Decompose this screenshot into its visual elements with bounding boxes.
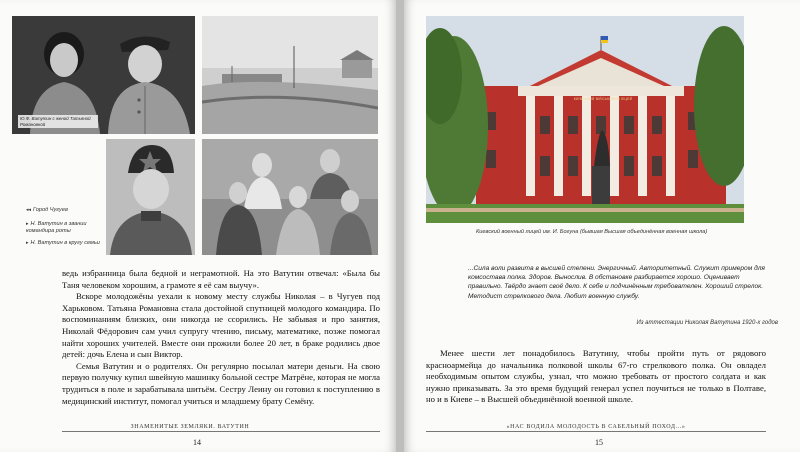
footer-rule <box>62 431 380 432</box>
couple-portrait-photo <box>12 16 195 134</box>
paragraph: Вскоре молодожёны уехали к новому месту службы Николая – в Чугуев под Харьковом. Татьяна Романовна стала достойной спутницей молодого командира. По воспоминаниям близких, они никогда не ссорились. Не забывая и про занятия, Николай Фёдорович сам учил супругу чтению, письму, математике, позже помогал найти хороших учителей. Вместе они прожили более 20 лет, в браке родились двое детей: дочь Елена и сын Виктор. <box>62 291 380 360</box>
right-page-number: 15 <box>595 438 603 447</box>
town-chuguev-photo <box>202 16 378 134</box>
left-running-footer: ЗНАМЕНИТЫЕ ЗЕМЛЯКИ. ВАТУТИН <box>130 424 250 430</box>
left-body-text <box>62 268 380 407</box>
caption-commander-text: Н. Ватутин в звании командира роты <box>26 221 87 234</box>
caption-arrow-icon: ▸ <box>26 221 29 227</box>
caption-town <box>26 207 102 214</box>
photo-inscription: Ю.Ф. Ватутин с женой Татьяной Романовной <box>18 115 98 128</box>
commander-portrait-photo <box>106 139 195 255</box>
quote-source: Из аттестации Николая Ватутина 1920-х годов <box>636 320 778 326</box>
paragraph: ведь избранница была бедной и неграмотной. На это Ватутин отвечал: «Была бы Таня человеком хорошим, а грамоте я её сам выучу». <box>62 268 380 290</box>
building-sign: КИЇВСЬКИЙ ВІЙСЬКОВИЙ ЛІЦЕЙ <box>573 97 633 101</box>
caption-arrow-icon: ▸ <box>26 240 29 246</box>
footer-rule <box>426 431 766 432</box>
left-page-number: 14 <box>193 438 201 447</box>
right-page <box>404 0 800 452</box>
family-group-photo <box>202 139 378 255</box>
military-lyceum-photo <box>426 16 744 223</box>
lyceum-photo-caption: Киевский военный лицей им. И. Богуна (бывшая Высшая объединённая военная школа) <box>476 229 708 235</box>
right-running-footer: «НАС ВОДИЛА МОЛОДОСТЬ В САБЕЛЬНЫЙ ПОХОД...» <box>506 424 686 430</box>
caption-town-text: Город Чугуев <box>33 207 68 213</box>
caption-family-text: Н. Ватутин в кругу семьи <box>30 240 100 246</box>
paragraph: Семья Ватутин и о родителях. Он регулярно посылал матери деньги. На свою первую получку купил швейную машинку больной сестре Матрёне, которая не могла трудиться в поле и зарабатывала шитьём. Сестру Леину он готовил к поступлению в медицинский институт, помогал учиться и младшему брату Семёну. <box>62 360 380 406</box>
paragraph: Менее шести лет понадобилось Ватутину, чтобы пройти путь от рядового красноармейца до начальника полковой школы 67-го стрелкового полка. Он овладел необходимым опытом службы, узнал, что можно требовать от простого солдата и как нужно приказывать. За это время будущий генерал успел поучиться не только в Полтаве, но и в Киеве – в Высшей объединённой военной школе. <box>426 348 766 405</box>
attestation-quote: ...Сила воли развита в высшей степени. Энергичный. Авторитетный. Служит примером для комсостава полка. Здоров. Вынослив. В обстановке разбирается хорошо. Оценивает правильно. Твёрдо знает своё дело. К себе и подчинённым требователен. Хороший стрелок. Методист стрелкового дела. Любит военную службу. <box>468 265 765 300</box>
right-body-text <box>426 348 766 406</box>
caption-arrow-icon: ◂◂ <box>26 207 32 213</box>
left-page <box>0 0 396 452</box>
caption-family <box>26 240 102 247</box>
book-gutter <box>396 0 404 452</box>
caption-commander <box>26 221 102 235</box>
